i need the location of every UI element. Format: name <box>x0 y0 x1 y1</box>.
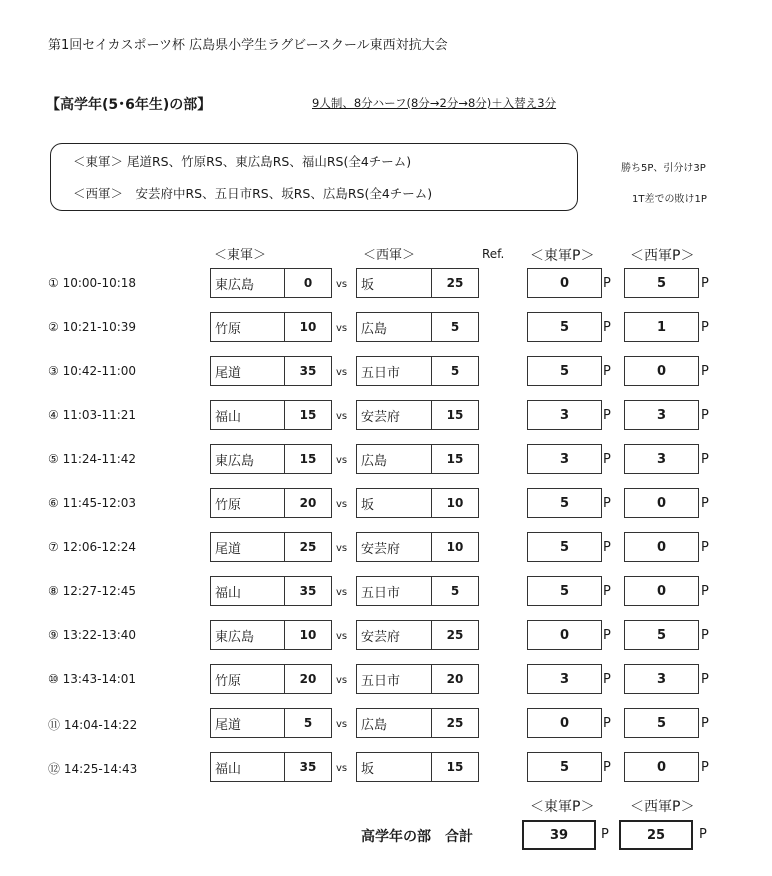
east-header: ＜東軍＞ <box>214 248 267 263</box>
p-unit: P <box>701 320 709 335</box>
east-score: 15 <box>284 400 332 430</box>
east-points: 0 <box>527 268 602 298</box>
east-score: 10 <box>284 620 332 650</box>
vs-label: vs <box>336 499 348 510</box>
match-time: ⑧ 12:27-12:45 <box>48 584 137 598</box>
west-team-name: 坂 <box>356 268 432 298</box>
west-team-name: 坂 <box>356 752 432 782</box>
west-score: 20 <box>431 664 479 694</box>
p-unit: P <box>701 540 709 555</box>
match-time: ① 10:00-10:18 <box>48 276 137 290</box>
teams-box <box>50 143 578 211</box>
p-unit: P <box>701 408 709 423</box>
east-points: 3 <box>527 400 602 430</box>
east-points: 0 <box>527 620 602 650</box>
west-points: 0 <box>624 488 699 518</box>
vs-label: vs <box>336 367 348 378</box>
east-team-name: 福山 <box>210 400 285 430</box>
west-team-name: 安芸府 <box>356 532 432 562</box>
west-score: 5 <box>431 576 479 606</box>
match-time: ⑩ 13:43-14:01 <box>48 672 137 686</box>
p-unit: P <box>603 628 611 643</box>
total-label: 高学年の部 合計 <box>361 829 473 845</box>
p-unit: P <box>603 716 611 731</box>
west-header: ＜西軍＞ <box>363 248 416 263</box>
p-unit: P <box>701 716 709 731</box>
p-unit: P <box>701 760 709 775</box>
east-score: 10 <box>284 312 332 342</box>
points-note: 勝ち5P、引分け3P <box>621 163 706 174</box>
west-points: 1 <box>624 312 699 342</box>
p-unit: P <box>701 452 709 467</box>
p-unit: P <box>603 540 611 555</box>
west-team-name: 広島 <box>356 444 432 474</box>
p-unit: P <box>701 364 709 379</box>
west-score: 25 <box>431 268 479 298</box>
west-team-name: 坂 <box>356 488 432 518</box>
east-score: 5 <box>284 708 332 738</box>
west-score: 15 <box>431 752 479 782</box>
east-team-name: 尾道 <box>210 708 285 738</box>
west-points: 3 <box>624 444 699 474</box>
east-score: 35 <box>284 356 332 386</box>
west-team-name: 広島 <box>356 708 432 738</box>
page-title: 第1回セイカスポーツ杯 広島県小学生ラグビースクール東西対抗大会 <box>48 38 448 53</box>
match-time: ② 10:21-10:39 <box>48 320 137 334</box>
east-team-name: 尾道 <box>210 532 285 562</box>
east-score: 20 <box>284 664 332 694</box>
east-team-name: 東広島 <box>210 268 285 298</box>
match-time: ⑤ 11:24-11:42 <box>48 452 137 466</box>
east-score: 35 <box>284 576 332 606</box>
section-heading: 【高学年(5･6年生)の部】 <box>46 97 212 113</box>
west-points: 0 <box>624 532 699 562</box>
total-east-points: 39 <box>522 820 596 850</box>
east-score: 0 <box>284 268 332 298</box>
match-rules: 9人制、8分ハーフ(8分→2分→8分)＋入替え3分 <box>312 96 557 110</box>
vs-label: vs <box>336 543 348 554</box>
vs-label: vs <box>336 763 348 774</box>
west-points: 0 <box>624 752 699 782</box>
east-team-name: 東広島 <box>210 620 285 650</box>
p-unit: P <box>701 496 709 511</box>
p-unit: P <box>603 452 611 467</box>
match-time: ③ 10:42-11:00 <box>48 364 137 378</box>
west-points: 0 <box>624 356 699 386</box>
match-time: ⑦ 12:06-12:24 <box>48 540 137 554</box>
west-points: 5 <box>624 620 699 650</box>
west-team-name: 安芸府 <box>356 620 432 650</box>
vs-label: vs <box>336 675 348 686</box>
p-unit: P <box>601 827 609 842</box>
east-points: 3 <box>527 444 602 474</box>
east-points: 3 <box>527 664 602 694</box>
total-west-header: ＜西軍P＞ <box>630 799 695 815</box>
west-score: 25 <box>431 620 479 650</box>
east-points: 5 <box>527 532 602 562</box>
vs-label: vs <box>336 455 348 466</box>
east-points: 5 <box>527 488 602 518</box>
east-team-name: 福山 <box>210 752 285 782</box>
east-team-name: 東広島 <box>210 444 285 474</box>
east-team-name: 尾道 <box>210 356 285 386</box>
vs-label: vs <box>336 279 348 290</box>
west-score: 5 <box>431 312 479 342</box>
p-unit: P <box>603 276 611 291</box>
p-unit: P <box>701 628 709 643</box>
west-teams: ＜西軍＞ 安芸府中RS、五日市RS、坂RS、広島RS(全4チーム) <box>73 186 433 201</box>
east-team-name: 竹原 <box>210 664 285 694</box>
west-team-name: 五日市 <box>356 356 432 386</box>
match-time: ⑫ 14:25-14:43 <box>48 762 138 776</box>
match-time: ⑥ 11:45-12:03 <box>48 496 137 510</box>
p-unit: P <box>701 584 709 599</box>
west-points: 0 <box>624 576 699 606</box>
west-score: 25 <box>431 708 479 738</box>
east-score: 15 <box>284 444 332 474</box>
east-team-name: 竹原 <box>210 312 285 342</box>
match-time: ⑪ 14:04-14:22 <box>48 718 138 732</box>
west-score: 15 <box>431 400 479 430</box>
west-score: 10 <box>431 532 479 562</box>
east-points: 5 <box>527 312 602 342</box>
west-team-name: 安芸府 <box>356 400 432 430</box>
p-unit: P <box>603 408 611 423</box>
west-team-name: 五日市 <box>356 664 432 694</box>
vs-label: vs <box>336 411 348 422</box>
west-points: 3 <box>624 400 699 430</box>
east-points-header: ＜東軍P＞ <box>530 248 595 264</box>
east-score: 25 <box>284 532 332 562</box>
total-west-points: 25 <box>619 820 693 850</box>
west-points-header: ＜西軍P＞ <box>630 248 695 264</box>
east-points: 5 <box>527 752 602 782</box>
west-points: 5 <box>624 708 699 738</box>
p-unit: P <box>603 672 611 687</box>
match-time: ④ 11:03-11:21 <box>48 408 137 422</box>
west-score: 10 <box>431 488 479 518</box>
west-team-name: 五日市 <box>356 576 432 606</box>
west-points: 5 <box>624 268 699 298</box>
west-score: 5 <box>431 356 479 386</box>
vs-label: vs <box>336 631 348 642</box>
p-unit: P <box>701 672 709 687</box>
west-points: 3 <box>624 664 699 694</box>
east-score: 20 <box>284 488 332 518</box>
east-points: 5 <box>527 356 602 386</box>
p-unit: P <box>699 827 707 842</box>
total-east-header: ＜東軍P＞ <box>530 799 595 815</box>
match-time: ⑨ 13:22-13:40 <box>48 628 137 642</box>
east-team-name: 竹原 <box>210 488 285 518</box>
p-unit: P <box>603 364 611 379</box>
east-teams: ＜東軍＞ 尾道RS、竹原RS、東広島RS、福山RS(全4チーム) <box>73 154 412 169</box>
west-score: 15 <box>431 444 479 474</box>
east-score: 35 <box>284 752 332 782</box>
p-unit: P <box>603 320 611 335</box>
vs-label: vs <box>336 719 348 730</box>
p-unit: P <box>603 584 611 599</box>
p-unit: P <box>603 760 611 775</box>
vs-label: vs <box>336 587 348 598</box>
p-unit: P <box>603 496 611 511</box>
ref-header: Ref. <box>482 247 505 261</box>
loss-note: 1T差での敗け1P <box>632 194 707 205</box>
p-unit: P <box>701 276 709 291</box>
east-points: 5 <box>527 576 602 606</box>
east-points: 0 <box>527 708 602 738</box>
east-team-name: 福山 <box>210 576 285 606</box>
west-team-name: 広島 <box>356 312 432 342</box>
vs-label: vs <box>336 323 348 334</box>
